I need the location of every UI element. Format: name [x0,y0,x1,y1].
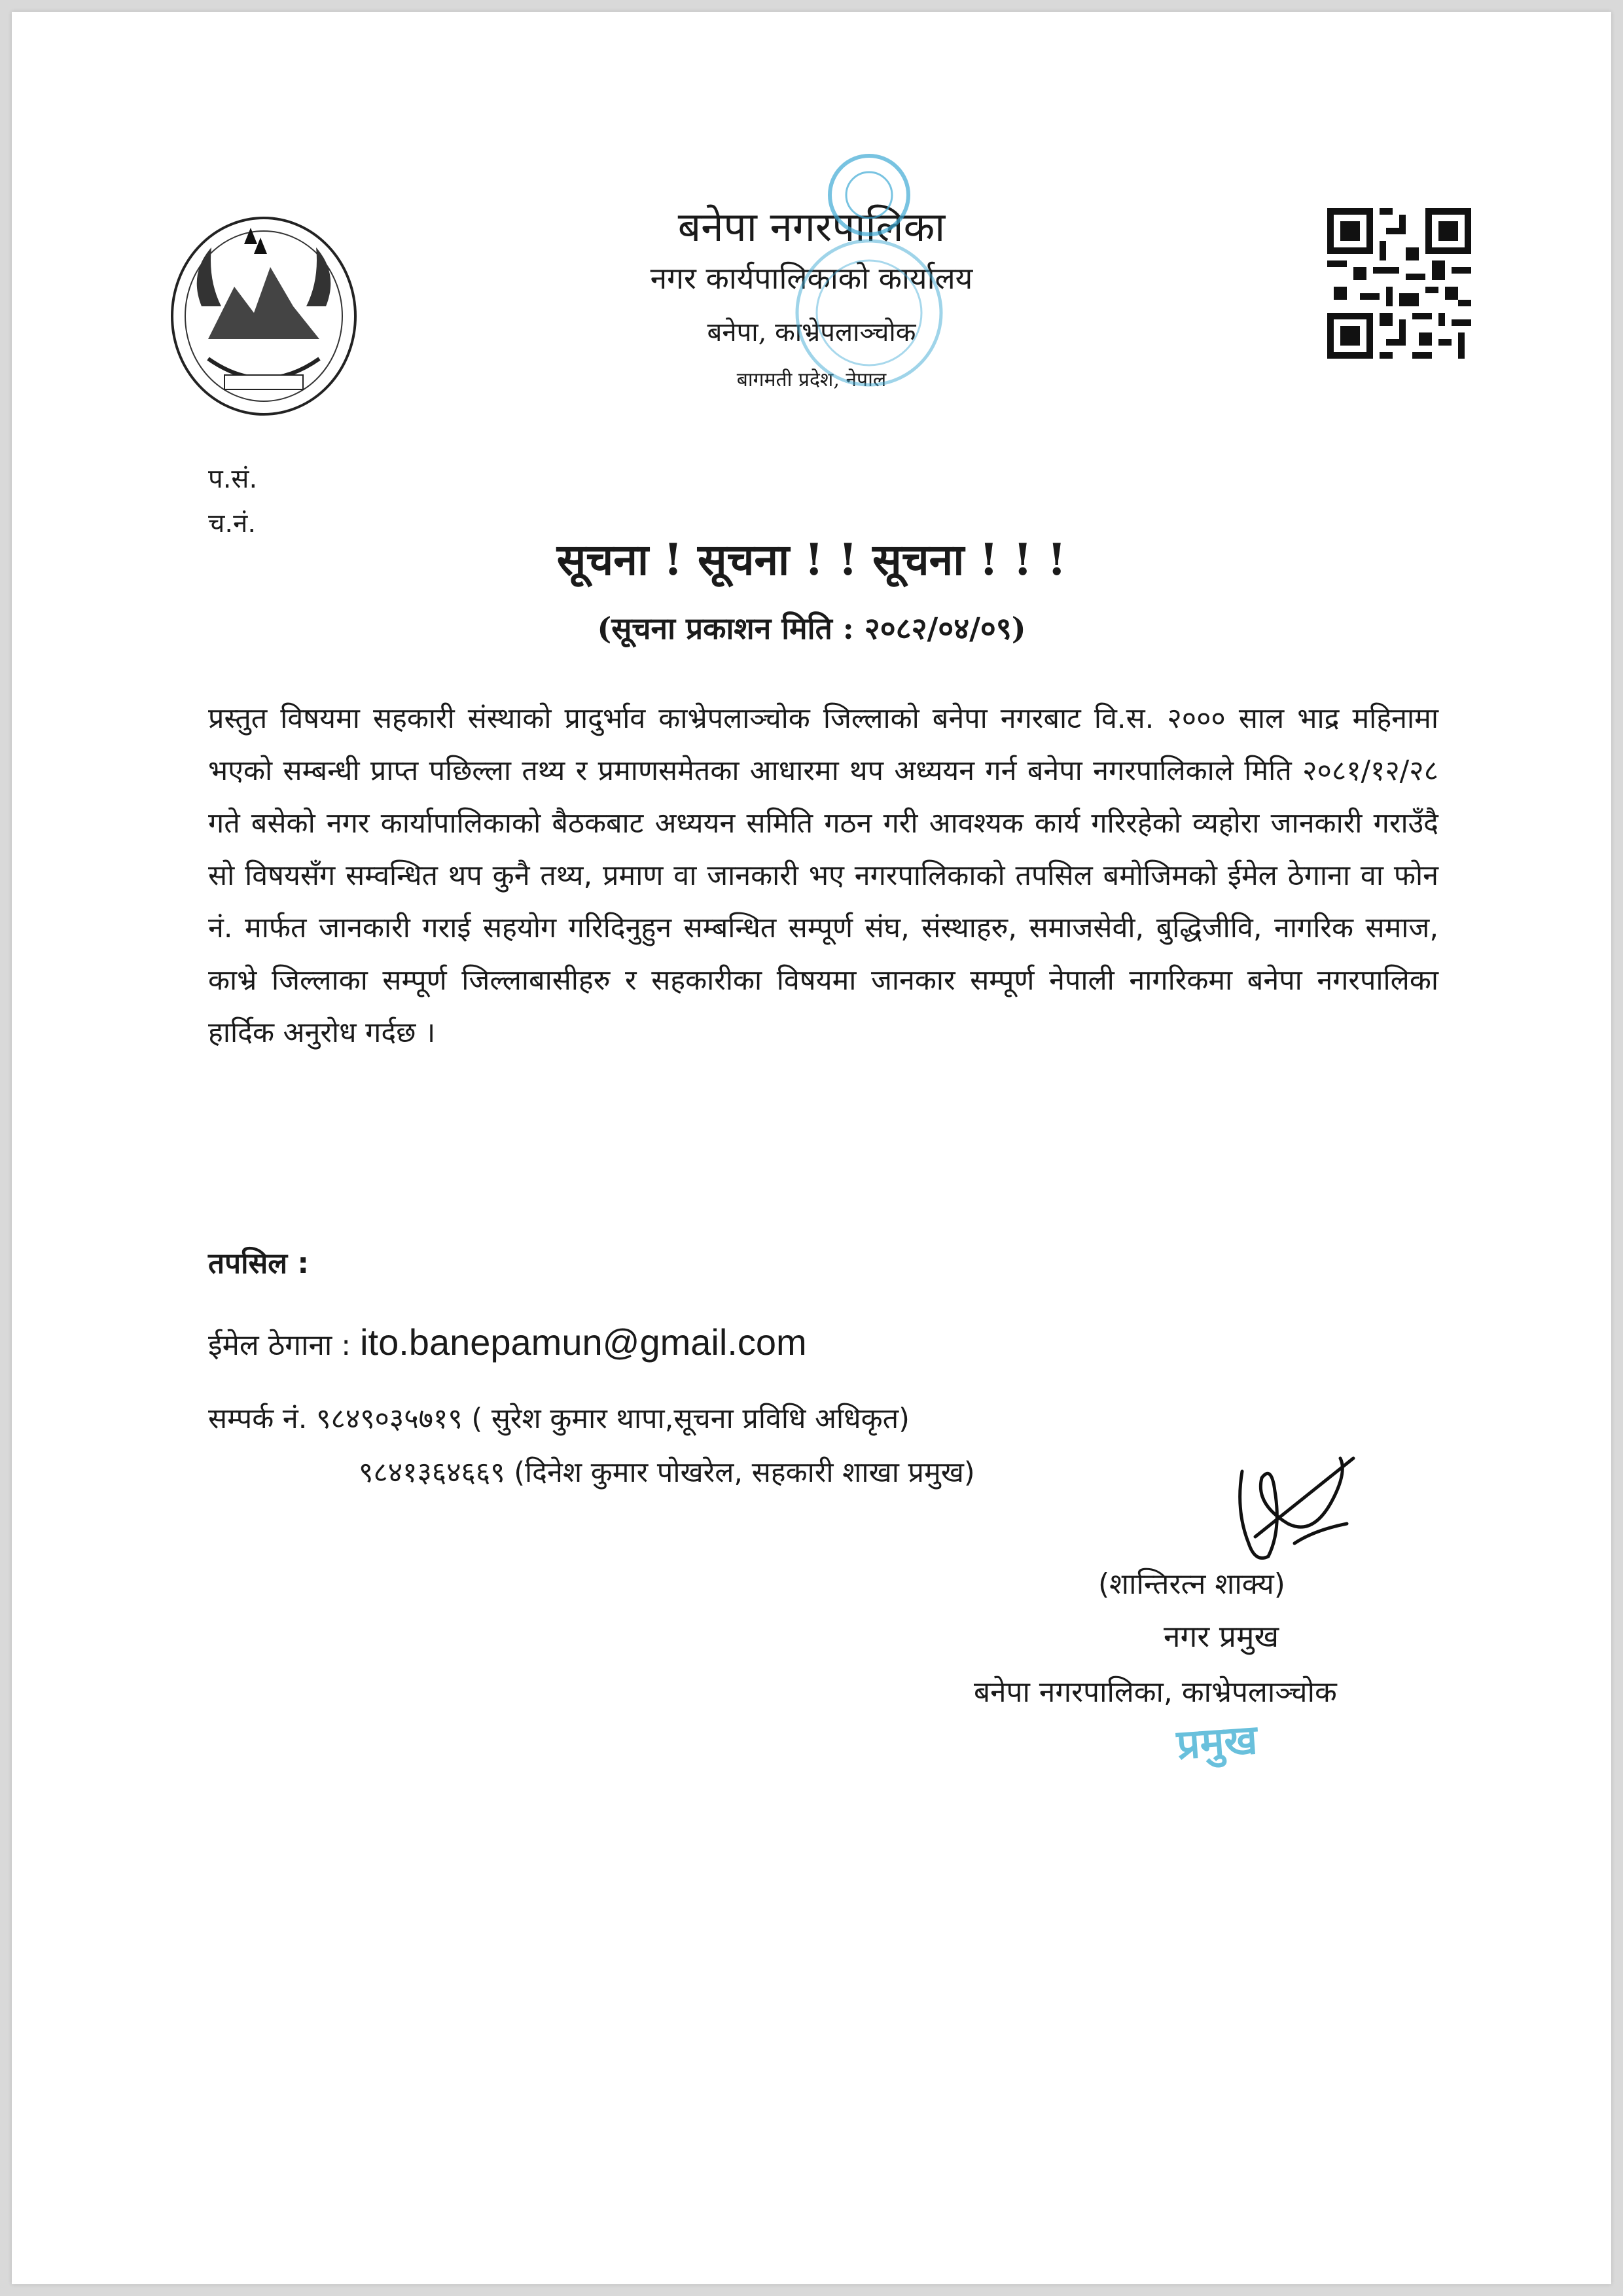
org-name: बनेपा नगरपालिका [677,203,946,251]
province-line: बागमती प्रदेश, नेपाल [736,368,887,391]
signatory-office: बनेपा नगरपालिका, काभ्रेपलाञ्चोक [974,1676,1337,1709]
notice-date: (सूचना प्रकाशन मिति : २०८२/०४/०९) [597,611,1026,646]
contact-number-2: ९८४१३६४६६९ (दिनेश कुमार पोखरेल, सहकारी शाखा प्रमुख) [359,1456,975,1489]
office-stamp-icon [771,149,967,424]
email-address[interactable]: ito.banepamun@gmail.com [360,1321,807,1363]
notice-title: सूचना ! सूचना ! ! सूचना ! ! ! [556,534,1067,585]
email-row [208,1321,807,1363]
signatory-name: (शान्तिरत्न शाक्य) [1098,1568,1285,1601]
handwritten-signature-icon [1216,1432,1366,1583]
dispatch-number-label: च.नं. [208,509,257,539]
contact-label: सम्पर्क नं. [208,1403,308,1435]
signatory-title: नगर प्रमुख [1164,1619,1279,1654]
notice-body: प्रस्तुत विषयमा सहकारी संस्थाको प्रादुर्भाव काभ्रेपलाञ्चोक जिल्लाको बनेपा नगरबाट वि.स. २००० साल भाद्र महिनामा भएको सम्बन्धी प्राप्त पछिल्ला तथ्य र प्रमाणसमेतका आधारमा थप अध्ययन गर्न बनेपा नगरपालिकाले मिति २०८१/१२/२८ गते बसेको नगर कार्यापालिकाको बैठकबाट अध्ययन समिति गठन गरी आवश्यक कार्य गरिरहेको व्यहोरा जानकारी गराउँदै सो विषयसँग सम्वन्धित थप कुनै तथ्य, प्रमाण वा जानकारी भए नगरपालिकाको तपसिल बमोजिमको ईमेल ठेगाना वा फोन नं. मार्फत जानकारी गराई सहयोग गरिदिनुहुन सम्बन्धित सम्पूर्ण संघ, संस्थाहरु, समाजसेवी, बुद्धिजीवि, नागरिक समाज, काभ्रे जिल्लाका सम्पूर्ण जिल्लाबासीहरु र सहकारीका विषयमा जानकार सम्पूर्ण नेपाली नागरिकमा बनेपा नगरपालिका हार्दिक अनुरोध गर्दछ । [208,702,1438,1049]
contact-number-1: ९८४९०३५७१९ ( सुरेश कुमार थापा,सूचना प्रविधि अधिकृत) [316,1403,910,1435]
office-name: नगर कार्यपालिकाको कार्यालय [650,260,973,296]
letter-number-label: प.सं. [208,464,258,494]
details-heading: तपसिल : [208,1247,309,1280]
email-label: ईमेल ठेगाना : [208,1329,351,1362]
office-address: बनेपा, काभ्रेपलाञ्चोक [707,317,916,348]
contact-row-1 [208,1398,910,1437]
notice-page [12,12,1611,2284]
qr-code-icon [1327,208,1471,359]
pramukh-seal: प्रमुख [1175,1715,1259,1769]
